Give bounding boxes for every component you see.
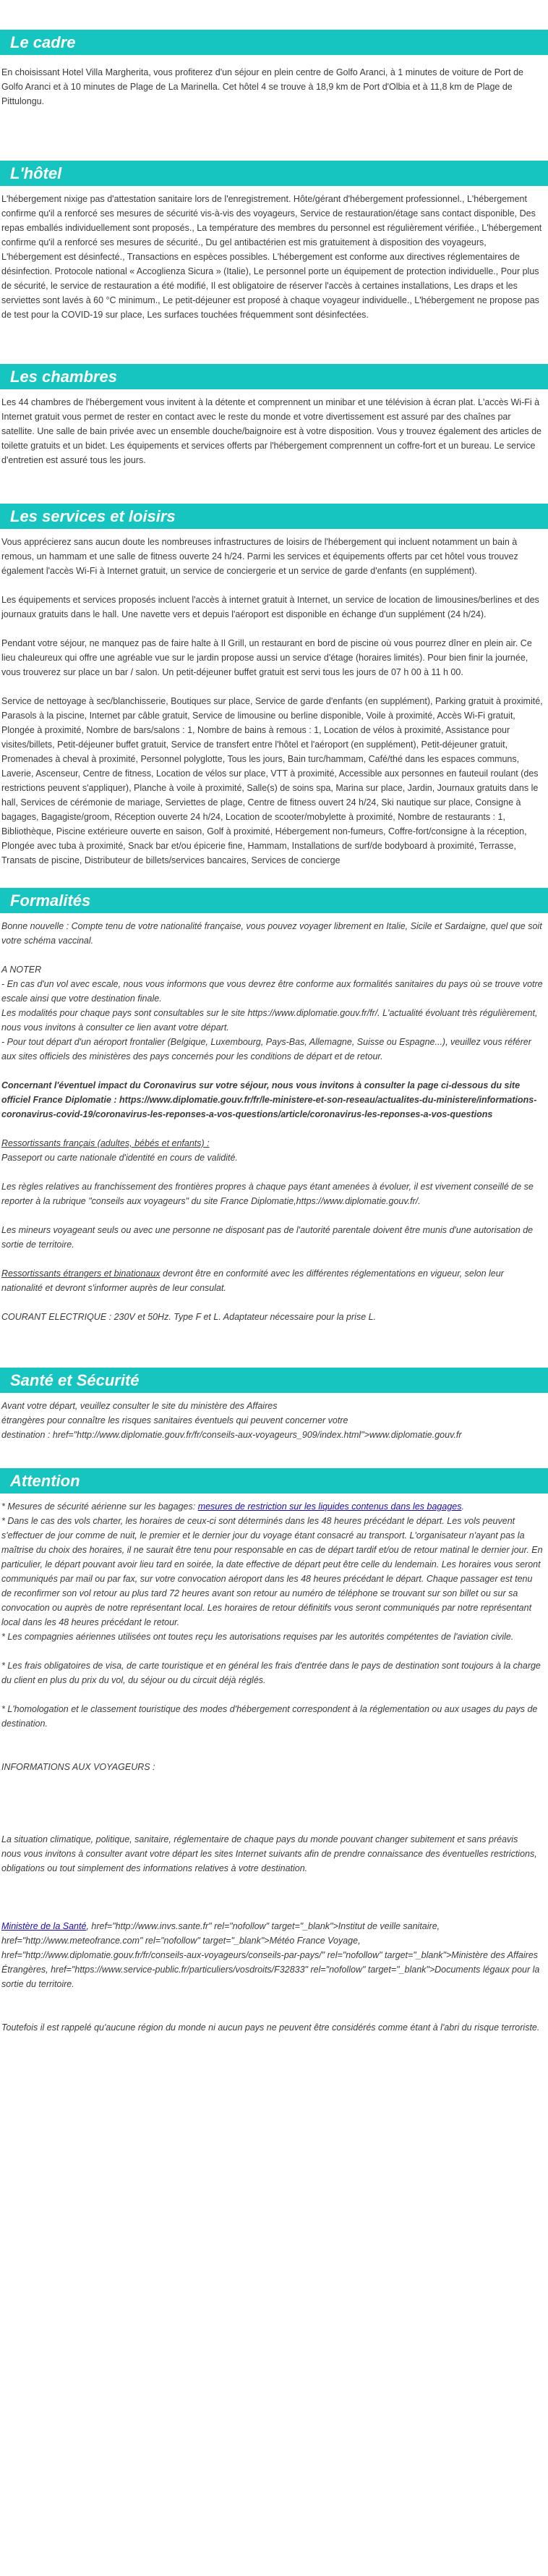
sante-line-3: destination : href="http://www.diplomatie.gouv.fr/fr/conseils-aux-voyageurs_909/index.html">www.diplomatie.gouv.fr xyxy=(1,1430,462,1440)
section-title-chambres: Les chambres xyxy=(10,367,117,386)
classification-text: * L'homologation et le classement touristique des modes d'hébergement correspondent à la réglementation ou aux usages du pays de destination. xyxy=(1,1704,538,1729)
ministry-health-link[interactable]: Ministère de la Santé xyxy=(1,1921,87,1931)
official-links xyxy=(1,1919,544,1991)
section-body-sante xyxy=(0,1393,548,1442)
section-header-chambres xyxy=(0,364,548,389)
foreign-nationals xyxy=(1,1266,544,1295)
section-body-formalites xyxy=(0,913,548,1324)
section-body-services xyxy=(0,529,548,868)
section-header-formalites xyxy=(0,888,548,913)
section-title-sante: Santé et Sécurité xyxy=(10,1370,140,1389)
note-line-3: - Pour tout départ d'un aéroport frontalier (Belgique, Luxembourg, Pays-Bas, Allemagne, Suisse ou Espagne...), veuillez vous référer aux sites officiels des ministères des pays concernés pour les conditions de départ et de retour. xyxy=(1,1037,531,1062)
traveler-info-title: INFORMATIONS AUX VOYAGEURS : xyxy=(1,1762,155,1772)
section-title-services: Les services et loisirs xyxy=(10,507,176,525)
services-amenities: Service de nettoyage à sec/blanchisserie, Boutiques sur place, Service de garde d'enfants (en supplément), Parking gratuit à proximité, Parasols à la piscine, Internet par câble gratuit, Service de limousine ou berline disponible, Voile à proximité, Accès Wi-Fi gratuit, Plongée à proximité, Nombre de bars/salons : 1, Nombre de bains à remous : 1, Location de vélos à proximité, Assistance pour visites/billets, Petit-déjeuner buffet gratuit, Service de transfert entre l'hôtel et l'aéroport (en supplément), Petit-déjeuner gratuit, Promenades à cheval à proximité, Personnel polyglotte, Tous les jours, Bain turc/hammam, Café/thé dans les espaces communs, Laverie, Ascenseur, Centre de fitness, Location de vélos sur place, VTT à proximité, Accessible aux personnes en fauteuil roulant (des restrictions peuvent s'appliquer), Planche à voile à proximité, Salle(s) de soins spa, Marina sur place, Jardin, Journaux gratuits dans le hall, Services de cérémonie de mariage, Serviettes de plage, Centre de fitness ouvert 24 h/24, Ski nautique sur place, Consigne à bagages, Bagagiste/groom, Réception ouverte 24 h/24, Location de scooter/mobylette à proximité, Nombre de restaurants : 1, Bibliothèque, Piscine extérieure ouverte en saison, Golf à proximité, Hébergement non-fumeurs, Coffre-fort/consigne à la réception, Plongée avec tuba à proximité, Snack bar et/ou épicerie fine, Hammam, Installations de surf/de bodyboard à proximité, Terrasse, Transats de piscine, Distributeur de billets/services bancaires, Services de concierge xyxy=(1,696,543,865)
services-text-3: Pendant votre séjour, ne manquez pas de faire halte à Il Grill, un restaurant en bord de piscine où vous pourrez dîner en plein air. Ce lieu chaleureux qui offre une agréable vue sur le jardin propose aussi un service d'étage (horaires limités). Pour bien finir la journée, vous trouverez sur place un bar / salon. Un petit-déjeuner buffet gratuit est servi tous les jours de 07 h 00 à 11 h 00. xyxy=(1,638,532,677)
note-line-2: Les modalités pour chaque pays sont consultables sur le site https://www.diplomatie.gouv.fr/fr/. L'actualité évoluant très régulièrement, nous vous invitons à consulter ce lien avant votre départ. xyxy=(1,1008,538,1033)
baggage-notice-end: . xyxy=(461,1501,464,1512)
french-nationals-text: Passeport ou carte nationale d'identité en cours de validité. xyxy=(1,1153,238,1163)
charter-flights-text: * Dans le cas des vols charter, les horaires de ceux-ci sont déterminés dans les 48 heures précédant le départ. Les vols peuvent s'effectuer de jour comme de nuit, le premier et le dernier jour du voyage étant consacré au transport. L'organisateur n'ayant pas la maîtrise du choix des horaires, il ne saurait être tenu pour responsable en cas de départ tardif et/ou de retour matinal le dernier jour. En particulier, le départ pouvant avoir lieu tard en soirée, la date effective de départ peut être celle du lendemain. Les horaires vous seront communiqués par mail ou par fax, sur votre convocation aéroport dans les 48 heures précédant le départ. Chaque passager est tenu de reconfirmer son vol retour au plus tard 72 heures avant son retour au numéro de téléphone se trouvant sur son billet ou sur sa convocation ou auprès de notre représentant local. Les horaires de retour définitifs vous seront communiqués par notre représentant local dans les 48 heures précédant le retour. xyxy=(1,1516,543,1627)
visa-fees-text: * Les frais obligatoires de visa, de carte touristique et en général les frais d'entrée dans le pays de destination sont toujours à la charge du client en plus du prix du vol, du séjour ou du circuit déjà réglés. xyxy=(1,1661,541,1685)
section-title-attention: Attention xyxy=(10,1471,80,1490)
section-body-cadre xyxy=(0,55,548,109)
section-header-attention xyxy=(0,1468,548,1494)
cadre-text: En choisissant Hotel Villa Margherita, vous profiterez d'un séjour en plein centre de Golfo Aranci, à 1 minutes de voiture de Port de Golfo Aranci et à 10 minutes de Plage de La Marinella. Cet hôtel 4 se trouve à 18,9 km de Port d'Olbia et à 11,8 km de Plage de Pittulongu. xyxy=(1,67,523,106)
hotel-text: L'hébergement nixige pas d'attestation sanitaire lors de l'enregistrement. Hôte/gérant d'hébergement professionnel., L'hébergement confirme qu'il a renforcé ses mesures de sécurité vis-à-vis des voyageurs, Service de restauration/étage sans contact disponible, Des repas emballés individuellement sont proposés., La température des membres du personnel est régulièrement vérifiée., L'hébergement confirme qu'il a renforcé ses mesures de sécurité., Du gel antibactérien est mis gratuitement à disposition des voyageurs, L'hébergement est désinfecté., Transactions en espèces possibles. L'hébergement est conforme aux directives réglementaires de désinfection. Protocole national « Accoglienza Sicura » (Italie), Le personnel porte un équipement de protection individuelle., Pour plus de sécurité, le service de restauration a été modifié, Il est obligatoire de réserver l'accès à certaines installations, Les draps et les serviettes sont lavés à 60 °C minimum., Le petit-déjeuner est proposé à chaque voyageur individuelle., L'hébergement ne propose pas de test pour la COVID-19 sur place, Les surfaces touchées fréquemment sont désinfectées. xyxy=(1,194,542,320)
section-body-attention xyxy=(0,1494,548,2035)
section-header-hotel xyxy=(0,161,548,186)
section-header-cadre xyxy=(0,30,548,55)
minors-text: Les mineurs voyageant seuls ou avec une personne ne disposant pas de l'autorité parentale doivent être munis d'une autorisation de sortie de territoire. xyxy=(1,1225,534,1250)
note-line-1: - En cas d'un vol avec escale, nous vous informons que vous devrez être conforme aux formalités sanitaires du pays où se trouve votre escale ainsi que votre destination finale. xyxy=(1,979,543,1004)
coronavirus-notice: Concernant l'éventuel impact du Coronavirus sur votre séjour, nous vous invitons à consulter la page ci-dessous du site officiel France Diplomatie : https://www.diplomatie.gouv.fr/fr/le-ministere-et-son-reseau/actualites-du-ministere/informations-coronavirus-covid-19/coronavirus-les-reponses-a-vos-questions/article/coronavirus-les-reponses-a-vos-questions xyxy=(1,1080,537,1119)
situation-line-2: nous vous invitons à consulter avant votre départ les sites Internet suivants afin de prendre connaissance des éventuelles restrictions, obligations ou tout simplement des informations relatives à votre destination. xyxy=(1,1849,537,1873)
sante-line-1: Avant votre départ, veuillez consulter le site du ministère des Affaires xyxy=(1,1401,278,1411)
services-text-1: Vous apprécierez sans aucun doute les nombreuses infrastructures de loisirs de l'hébergement qui incluent notamment un bain à remous, un hammam et une salle de fitness ouverte 24 h/24. Parmi les services et équipements offerts par cet hôtel vous trouvez également l'accès Wi-Fi à Internet gratuit, un service de conciergerie et un service de garde d'enfants (en supplément). xyxy=(1,537,518,576)
section-header-services xyxy=(0,504,548,529)
section-body-hotel xyxy=(0,186,548,322)
section-title-formalites: Formalités xyxy=(10,891,91,910)
airlines-text: * Les compagnies aériennes utilisées ont toutes reçu les autorisations requises par les autorités compétentes de l'aviation civile. xyxy=(1,1632,514,1642)
situation-line-1: La situation climatique, politique, sanitaire, réglementaire de chaque pays du monde pouvant changer subitement et sans préavis xyxy=(1,1834,518,1844)
border-rules-text: Les règles relatives au franchissement des frontières propres à chaque pays étant amenées à évoluer, il est vivement conseillé de se reporter à la rubrique "conseils aux voyageurs" du site France Diplomatie,https://www.diplomatie.gouv.fr/. xyxy=(1,1182,534,1206)
electric-current-text: COURANT ELECTRIQUE : 230V et 50Hz. Type F et L. Adaptateur nécessaire pour la prise L. xyxy=(1,1312,377,1322)
sante-line-2: étrangères pour connaître les risques sanitaires éventuels qui peuvent concerner votre xyxy=(1,1415,348,1425)
liquids-restriction-link[interactable]: mesures de restriction sur les liquides contenus dans les bagages xyxy=(197,1501,462,1512)
services-text-2: Les équipements et services proposés incluent l'accès à internet gratuit à Internet, un service de location de limousines/berlines et des journaux gratuits dans le hall. Une navette vers et depuis l'aéroport est disponible en échange d'un supplément (24 h/24). xyxy=(1,595,539,619)
chambres-text: Les 44 chambres de l'hébergement vous invitent à la détente et comprennent un minibar et une télévision à écran plat. L'accès Wi-Fi à Internet gratuit vous permet de rester en contact avec le reste du monde et votre divertissement est assuré par des chaînes par satellite. Une salle de bain privée avec un ensemble douche/baignoire est à votre disposition. Vous y trouvez également des articles de toilette gratuits et un bidet. Les équipements et services offerts par l'hébergement comprennent un coffre-fort et un bureau. Le service d'entretien est assuré tous les jours. xyxy=(1,397,541,465)
terrorism-notice: Toutefois il est rappelé qu'aucune région du monde ni aucun pays ne peuvent être considérés comme étant à l'abri du risque terroriste. xyxy=(1,2022,540,2033)
note-title: A NOTER xyxy=(1,965,42,975)
section-body-chambres xyxy=(0,389,548,467)
french-nationals-title: Ressortissants français (adultes, bébés et enfants) : xyxy=(1,1138,210,1148)
formalites-intro: Bonne nouvelle : Compte tenu de votre nationalité française, vous pouvez voyager librement en Italie, Sicile et Sardaigne, quel que soit votre schéma vaccinal. xyxy=(1,921,542,946)
section-title-cadre: Le cadre xyxy=(10,33,76,51)
baggage-notice xyxy=(1,1499,544,1514)
foreign-nationals-title: Ressortissants étrangers et binationaux xyxy=(1,1268,160,1279)
section-header-sante xyxy=(0,1368,548,1393)
foreign-nationals-text: devront être en conformité avec les différentes réglementations en vigueur, selon leur nationalité et devront s'informer auprès de leur consulat. xyxy=(1,1268,504,1293)
official-links-text: , href="http://www.invs.sante.fr" rel="nofollow" target="_blank">Institut de veille sanitaire, href="http://www.meteofrance.com" rel="nofollow" target="_blank">Météo France Voyage, href="http://www.diplomatie.gouv.fr/fr/conseils-aux-voyageurs/conseils-par-pays/" rel="nofollow" target="_blank">Ministère des Affaires Étrangères, href="https://www.service-public.fr/particuliers/vosdroits/F32833" rel="nofollow" target="_blank">Documents légaux pour la sortie du territoire. xyxy=(1,1921,540,1989)
section-title-hotel: L'hôtel xyxy=(10,164,62,182)
baggage-notice-text: * Mesures de sécurité aérienne sur les bagages: xyxy=(1,1501,198,1512)
